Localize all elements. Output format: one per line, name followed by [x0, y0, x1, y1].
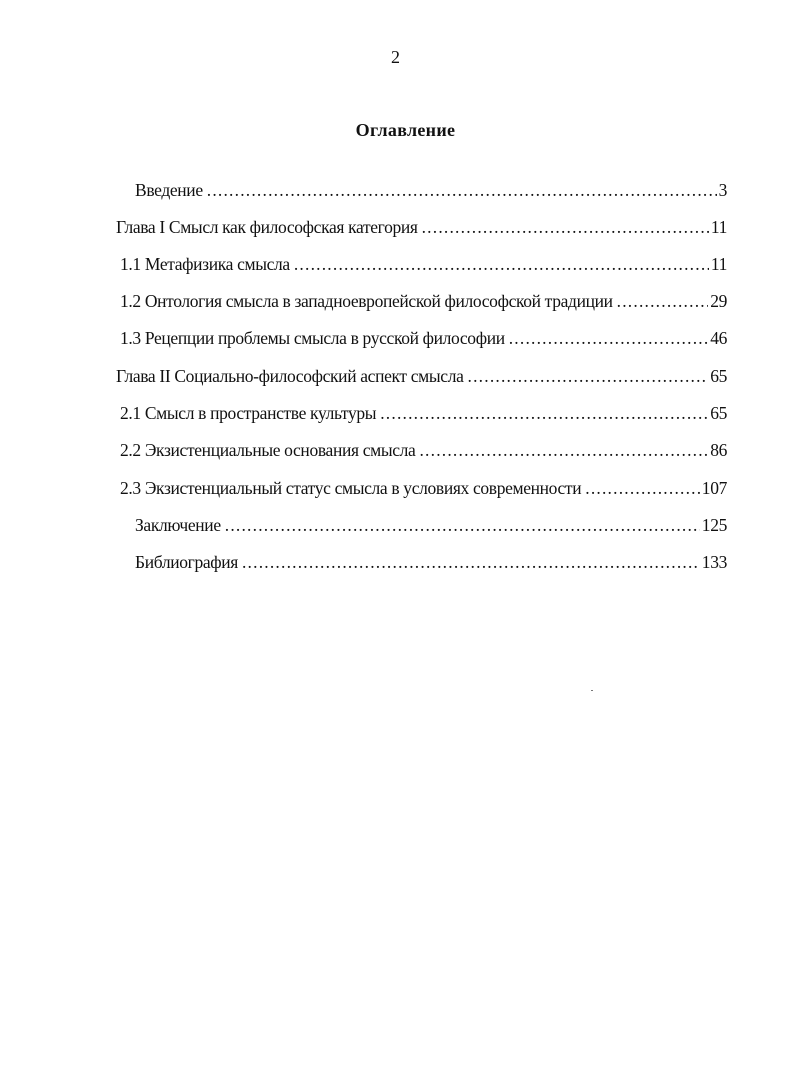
toc-entry-page: 125 [701, 515, 727, 535]
toc-entry-label: 2.2 Экзистенциальные основания смысла [120, 440, 416, 460]
toc-entry-page: 65 [710, 366, 727, 386]
dot-leader [468, 366, 709, 387]
toc-entry-page: 107 [701, 478, 727, 498]
toc-entry-page: 29 [710, 291, 727, 311]
toc-entry-2-2[interactable] [120, 440, 727, 464]
toc-entry-label: Глава I Смысл как философская категория [116, 217, 418, 237]
toc-entry-page: 11 [710, 254, 727, 274]
toc-entry-2-1[interactable] [120, 403, 727, 427]
toc-entry-page: 46 [710, 328, 727, 348]
toc-entry-page: 133 [701, 552, 727, 572]
toc-entry-chapter-1[interactable] [116, 217, 727, 241]
dot-leader [585, 478, 700, 499]
dot-leader [422, 217, 709, 238]
dot-leader [294, 254, 709, 275]
toc-entry-page: 65 [710, 403, 727, 423]
toc-entry-chapter-2[interactable] [116, 366, 727, 390]
scan-speck [591, 690, 593, 691]
toc-entry-bibliography[interactable] [135, 552, 727, 576]
toc-entry-page: 3 [718, 180, 727, 200]
toc-entry-1-1[interactable] [120, 254, 727, 278]
dot-leader [225, 515, 700, 536]
toc-entry-label: 2.3 Экзистенциальный статус смысла в условиях современности [120, 478, 582, 498]
dot-leader [419, 440, 708, 461]
toc-entry-introduction[interactable] [135, 180, 727, 204]
page-number: 2 [391, 47, 400, 67]
toc-entry-label: 1.1 Метафизика смысла [120, 254, 290, 274]
toc-entry-label: 1.2 Онтология смысла в западноевропейской философской традиции [120, 291, 613, 311]
dot-leader [207, 180, 717, 201]
toc-entry-label: 2.1 Смысл в пространстве культуры [120, 403, 377, 423]
dot-leader [617, 291, 709, 312]
dot-leader [380, 403, 708, 424]
toc-entry-label: Глава II Социально-философский аспект смысла [116, 366, 464, 386]
toc-entry-label: Заключение [135, 515, 221, 535]
toc-entry-page: 86 [710, 440, 727, 460]
toc-entry-page: 11 [710, 217, 727, 237]
toc-entry-conclusion[interactable] [135, 515, 727, 539]
dot-leader [242, 552, 700, 573]
toc-entry-label: 1.3 Рецепции проблемы смысла в русской философии [120, 328, 505, 348]
toc-entry-1-3[interactable] [120, 328, 727, 352]
toc-title: Оглавление [355, 120, 456, 140]
toc-entry-1-2[interactable] [120, 291, 727, 315]
toc-entry-label: Библиография [135, 552, 238, 572]
toc-entry-2-3[interactable] [120, 478, 727, 502]
toc-entry-label: Введение [135, 180, 203, 200]
dot-leader [509, 328, 708, 349]
